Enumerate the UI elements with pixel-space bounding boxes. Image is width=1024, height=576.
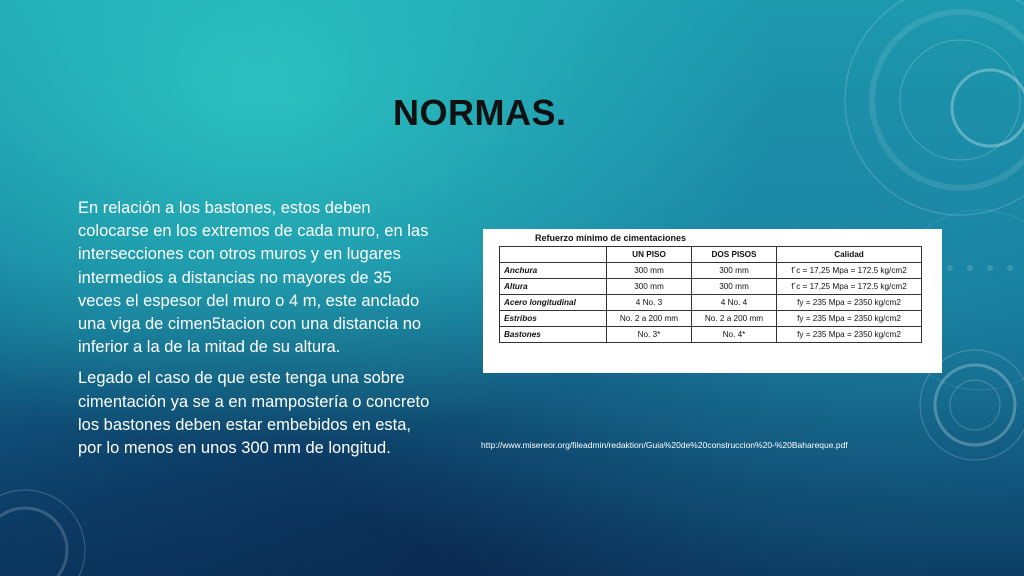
table-cell: 4 No. 4: [692, 295, 777, 311]
table-cell: 300 mm: [607, 279, 692, 295]
table-header-cell: Calidad: [777, 247, 922, 263]
table-cell: No. 3*: [607, 327, 692, 343]
row-label: Estribos: [500, 311, 607, 327]
table-row: [500, 263, 922, 279]
row-label: Bastones: [500, 327, 607, 343]
table-row: [500, 327, 922, 343]
source-url: http://www.misereor.org/fileadmin/redaktion/Guia%20de%20construccion%20-%20Bahareque.pdf: [481, 440, 848, 450]
paragraph: En relación a los bastones, estos deben colocarse en los extremos de cada muro, en las intersecciones con otros muros y en lugares intermedios a distancias no mayores de 35 veces el espesor del muro o 4 m, este anclado una viga de cimen5tacion con una distancia no inferior a la de la mitad de su altura.: [78, 199, 429, 357]
table-cell: f´c = 17,25 Mpa = 172.5 kg/cm2: [777, 263, 922, 279]
table-cell: fy = 235 Mpa = 2350 kg/cm2: [777, 295, 922, 311]
reinforcement-table: [499, 246, 922, 343]
table-cell: f´c = 17,25 Mpa = 172.5 kg/cm2: [777, 279, 922, 295]
slide-title: NORMAS.: [393, 92, 567, 133]
table-row: [500, 311, 922, 327]
table-cell: 4 No. 3: [607, 295, 692, 311]
reinforcement-table-image: [483, 229, 942, 373]
paragraph: Legado el caso de que este tenga una sobre cimentación ya se a en mampostería o concreto los bastones deben estar embebidos en esta, por lo menos en unos 300 mm de longitud.: [78, 369, 430, 458]
table-row: [500, 295, 922, 311]
row-label: Acero longitudinal: [500, 295, 607, 311]
body-text: [78, 197, 434, 468]
table-header-row: [500, 247, 922, 263]
table-header-cell: DOS PISOS: [692, 247, 777, 263]
table-cell: No. 2 a 200 mm: [692, 311, 777, 327]
table-header-cell: [500, 247, 607, 263]
table-cell: fy = 235 Mpa = 2350 kg/cm2: [777, 327, 922, 343]
table-cell: No. 2 a 200 mm: [607, 311, 692, 327]
table-cell: No. 4*: [692, 327, 777, 343]
table-cell: fy = 235 Mpa = 2350 kg/cm2: [777, 311, 922, 327]
row-label: Anchura: [500, 263, 607, 279]
table-header-cell: UN PISO: [607, 247, 692, 263]
table-row: [500, 279, 922, 295]
row-label: Altura: [500, 279, 607, 295]
table-cell: 300 mm: [692, 279, 777, 295]
table-cell: 300 mm: [692, 263, 777, 279]
table-title: Refuerzo mínimo de cimentaciones: [535, 233, 687, 243]
table-cell: 300 mm: [607, 263, 692, 279]
